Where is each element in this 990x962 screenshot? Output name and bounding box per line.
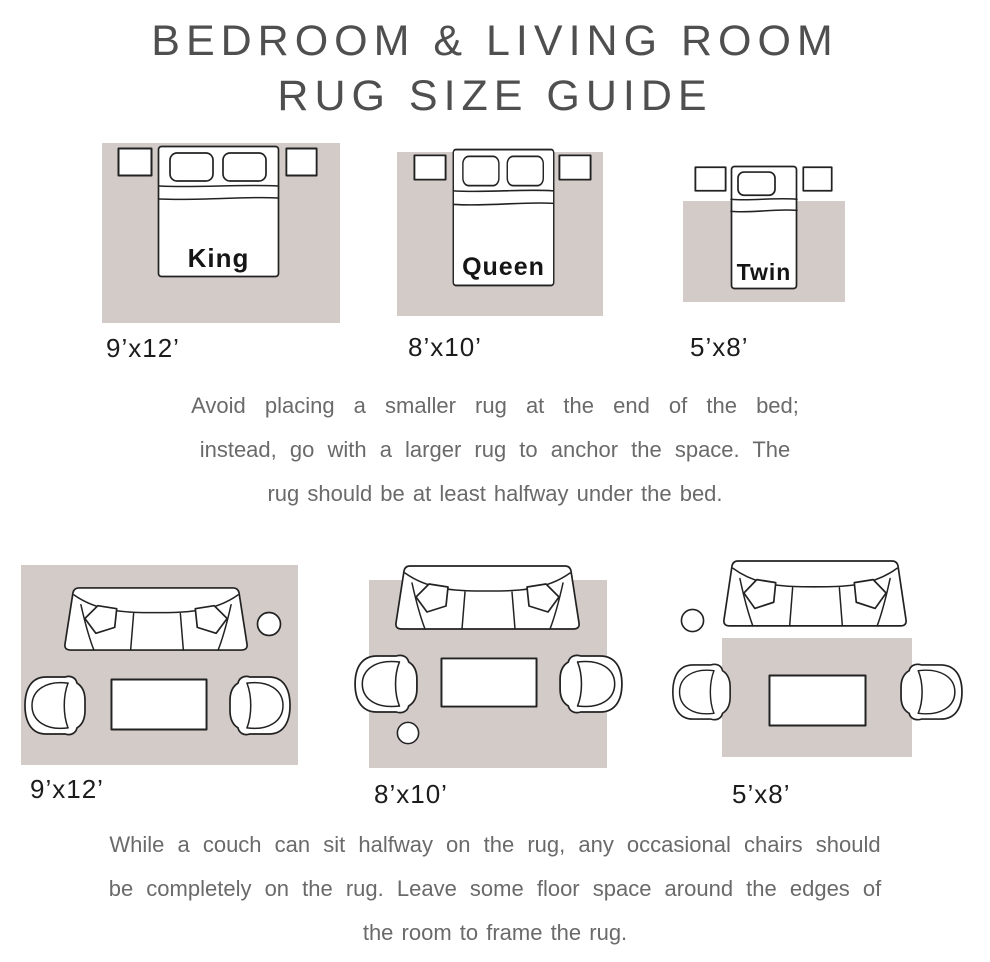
armchair-icon bbox=[670, 662, 733, 722]
armchair-icon bbox=[898, 662, 965, 722]
page-title-line2: RUG SIZE GUIDE bbox=[277, 72, 713, 120]
rug-size-label: 8’x10’ bbox=[374, 779, 448, 809]
living-note-line2: be completely on the rug. Leave some floor space around the edges of bbox=[108, 876, 882, 901]
side-table-icon bbox=[680, 608, 705, 633]
living-note-line1: While a couch can sit halfway on the rug, any occasional chairs should bbox=[109, 832, 881, 857]
bed-size-name: Queen bbox=[462, 253, 545, 281]
coffee-table-icon bbox=[768, 674, 867, 727]
bed-size-name: Twin bbox=[736, 259, 792, 285]
rug-size-label: 5’x8’ bbox=[690, 332, 749, 362]
bedroom-note-line3: rug should be at least halfway under the bed. bbox=[267, 481, 723, 506]
rug-size-label: 5’x8’ bbox=[732, 779, 791, 809]
bedroom-note-line1: Avoid placing a smaller rug at the end of the bed; bbox=[191, 393, 799, 418]
living-note-line3: the room to frame the rug. bbox=[362, 920, 628, 945]
living-room-note bbox=[0, 823, 990, 955]
rug-size-label: 9’x12’ bbox=[30, 774, 104, 804]
sofa-icon bbox=[723, 559, 907, 629]
bed-size-name: King bbox=[187, 243, 250, 273]
rug-size-label: 9’x12’ bbox=[106, 333, 180, 363]
page-title-line1: BEDROOM & LIVING ROOM bbox=[151, 17, 839, 65]
bedroom-note-line2: instead, go with a larger rug to anchor the space. The bbox=[199, 437, 791, 462]
rug-size-label: 8’x10’ bbox=[408, 332, 482, 362]
